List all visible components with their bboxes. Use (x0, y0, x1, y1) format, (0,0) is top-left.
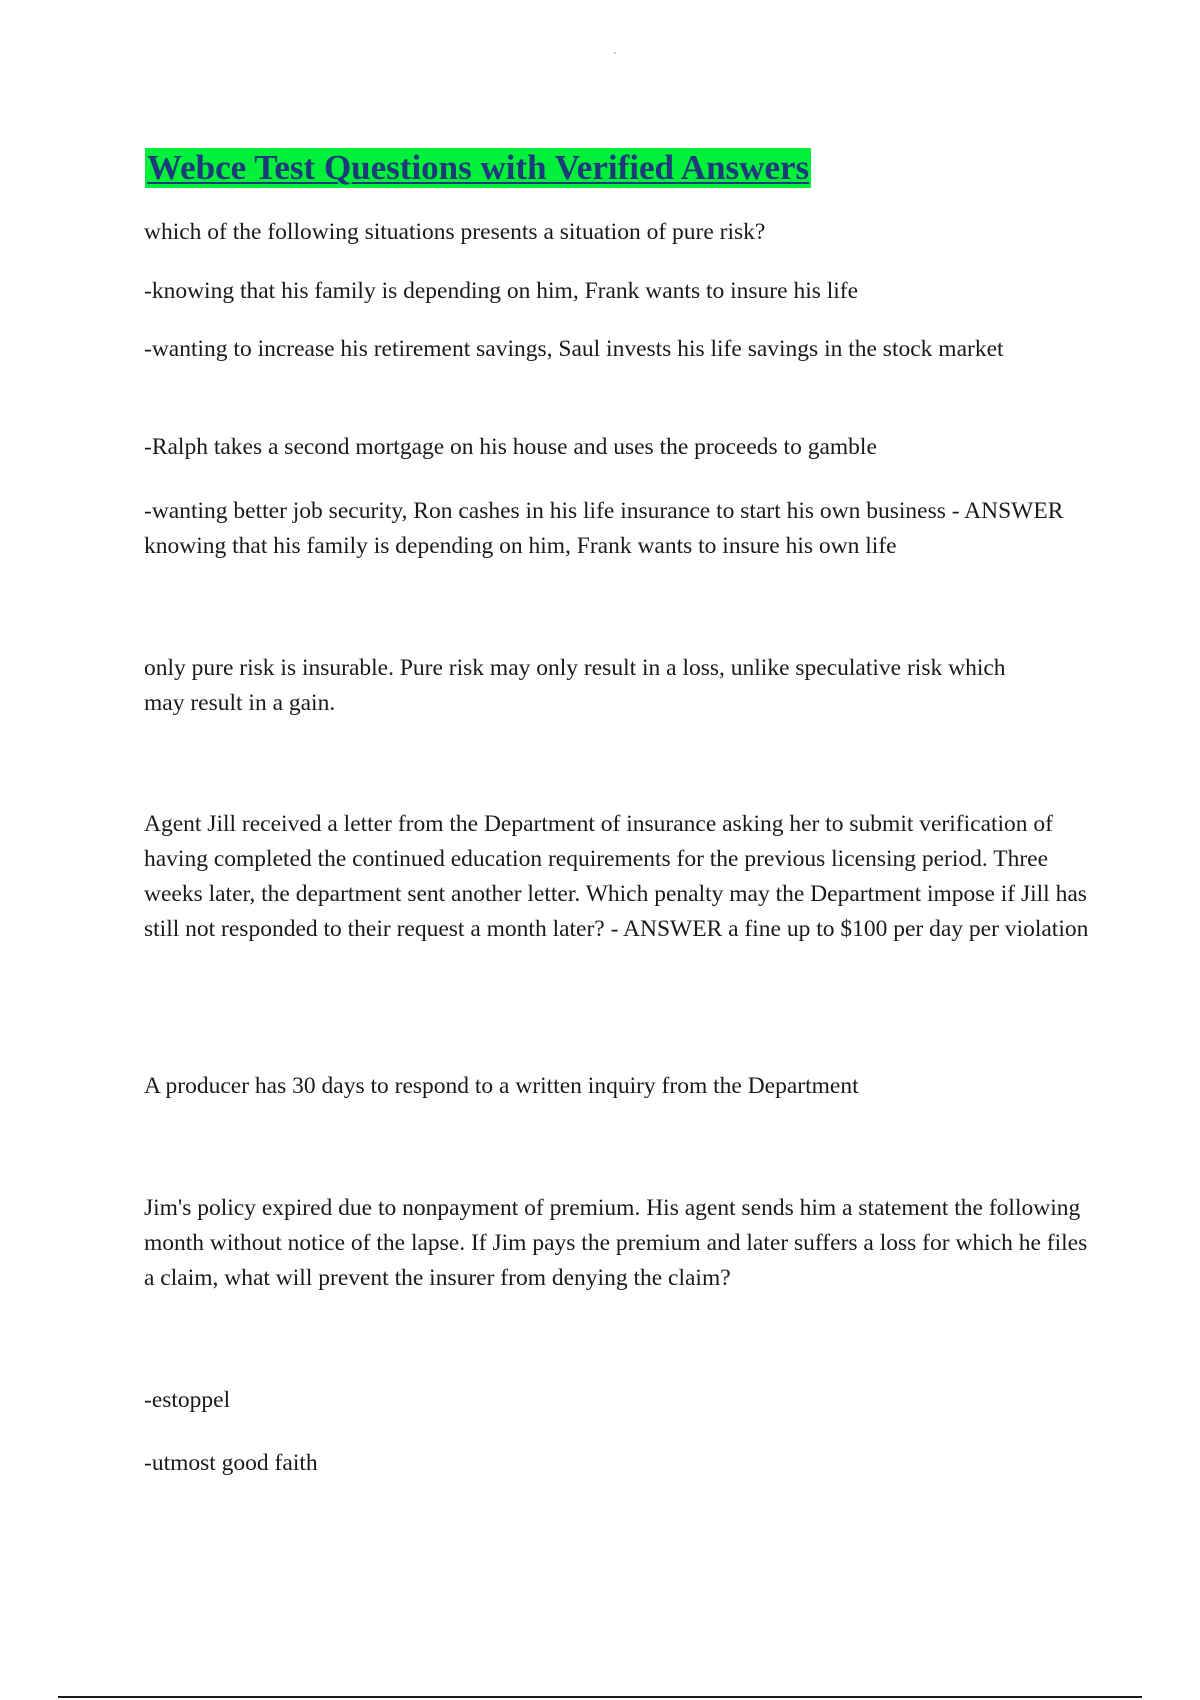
explanation-2: A producer has 30 days to respond to a written inquiry from the Department (144, 1073, 859, 1099)
option-1-d-answer: -wanting better job security, Ron cashes in his life insurance to start his own business - ANSWER knowing that his family is depending on him, Frank wants to insure his own life (144, 498, 1064, 559)
option-3-a: -estoppel (144, 1387, 231, 1413)
explanation-1: only pure risk is insurable. Pure risk may only result in a loss, unlike speculative risk which may result in a gain. (144, 655, 1006, 716)
footer-rule (58, 1696, 1142, 1698)
question-3: Jim's policy expired due to nonpayment of premium. His agent sends him a statement the following month without notice of the lapse. If Jim pays the premium and later suffers a loss for which he files a claim, what will prevent the insurer from denying the claim? (144, 1195, 1088, 1291)
page-speck (614, 52, 616, 54)
question-2-answer: Agent Jill received a letter from the Department of insurance asking her to submit verification of having completed the continued education requirements for the previous licensing period. Three weeks later, the department sent another letter. Which penalty may the Department impose if Jill has still not responded to their request a month later? - ANSWER a fine up to $100 per day per violation (144, 811, 1089, 942)
option-3-b: -utmost good faith (144, 1450, 318, 1476)
question-1: which of the following situations presents a situation of pure risk? (144, 219, 766, 245)
option-1-c: -Ralph takes a second mortgage on his house and uses the proceeds to gamble (144, 434, 877, 460)
option-1-b: -wanting to increase his retirement savings, Saul invests his life savings in the stock market (144, 336, 1004, 362)
option-1-a: -knowing that his family is depending on him, Frank wants to insure his life (144, 278, 859, 304)
document-title: Webce Test Questions with Verified Answers (147, 148, 810, 187)
